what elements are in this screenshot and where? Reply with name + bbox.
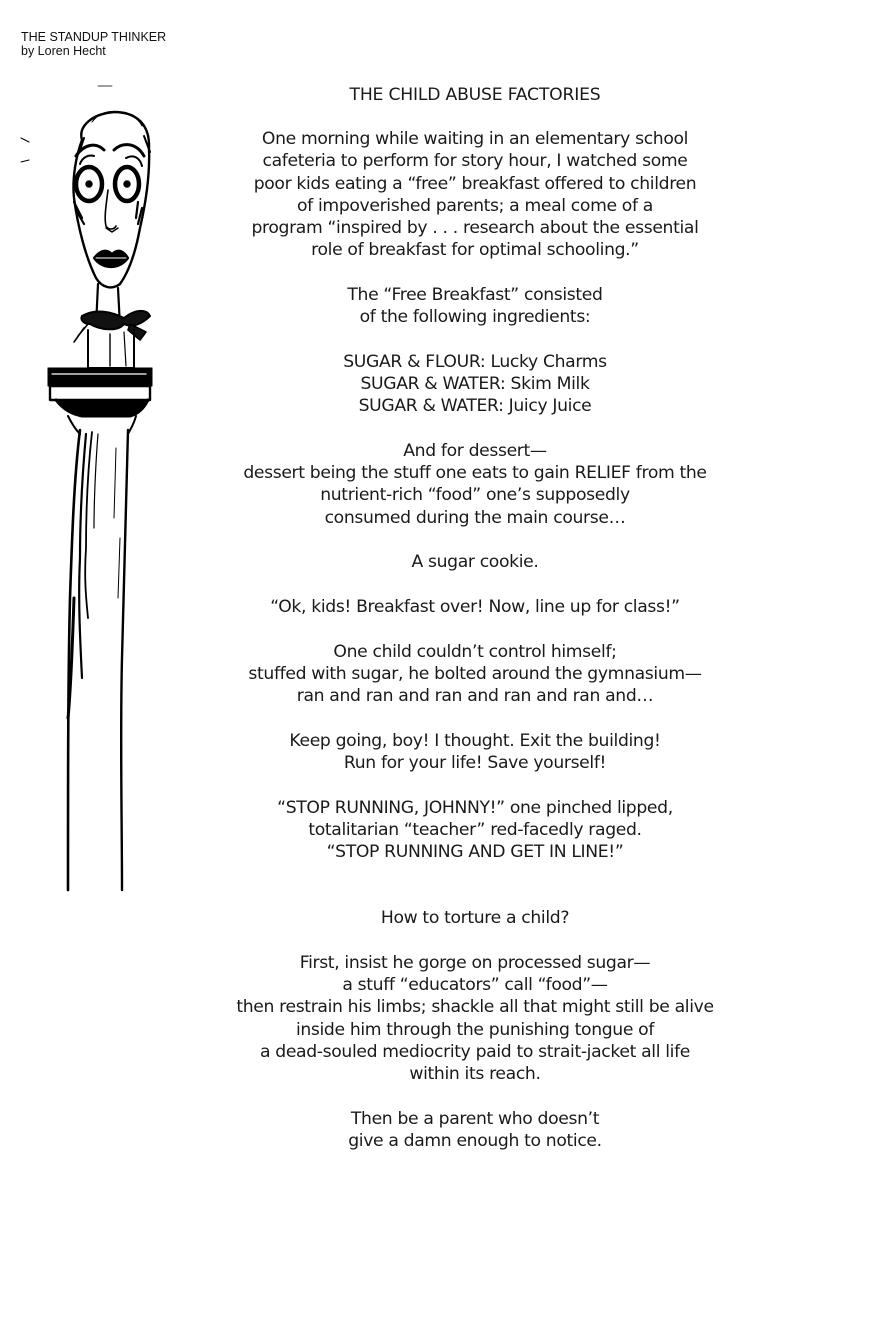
- poem-line: then restrain his limbs; shackle all that might still be alive: [236, 997, 714, 1018]
- poem-line: give a damn enough to notice.: [348, 1130, 602, 1151]
- poem-line: The “Free Breakfast” consisted: [347, 284, 603, 305]
- stanza-child-running: [214, 641, 736, 708]
- poem-line: role of breakfast for optimal schooling.”: [311, 240, 639, 261]
- poem-line: stuffed with sugar, he bolted around the gymnasium—: [248, 663, 702, 684]
- stanza-stop-running: [214, 797, 736, 864]
- poem-body: [214, 84, 736, 1175]
- poem-line: Keep going, boy! I thought. Exit the building!: [289, 730, 661, 751]
- poem-line: One morning while waiting in an elementary school: [261, 129, 689, 150]
- poem-line: dessert being the stuff one eats to gain RELIEF from the: [243, 463, 707, 484]
- stanza-line-up: [214, 596, 736, 618]
- poem-line: SUGAR & FLOUR: Lucky Charms: [343, 351, 607, 372]
- poem-line: How to torture a child?: [380, 908, 570, 929]
- poem-line: inside him through the punishing tongue of: [295, 1019, 655, 1040]
- stanza-first-insist: [214, 952, 736, 1085]
- poem-line: “STOP RUNNING, JOHNNY!” one pinched lipped,: [277, 797, 673, 818]
- poem-line: totalitarian “teacher” red-facedly raged.: [308, 819, 642, 840]
- poem-line: consumed during the main course…: [324, 507, 626, 528]
- column-figure-illustration: [12, 78, 162, 898]
- poem-line: A sugar cookie.: [411, 552, 539, 573]
- author-byline: by Loren Hecht: [21, 44, 106, 58]
- poem-line: ran and ran and ran and ran and ran and…: [296, 686, 654, 707]
- poem-line: “Ok, kids! Breakfast over! Now, line up for class!”: [270, 596, 680, 617]
- stanza-then-be-a-parent: [214, 1108, 736, 1152]
- poem-line: And for dessert—: [403, 440, 547, 461]
- poem-line: a stuff “educators” call “food”—: [342, 975, 608, 996]
- stanza-ingredients-intro: [214, 284, 736, 328]
- poem-line: One child couldn’t control himself;: [333, 641, 617, 662]
- poem-line: “STOP RUNNING AND GET IN LINE!”: [326, 842, 624, 863]
- poem-line: Run for your life! Save yourself!: [343, 752, 607, 773]
- poem-line: cafeteria to perform for story hour, I watched some: [262, 151, 688, 172]
- poem-line: of impoverished parents; a meal come of a: [297, 195, 653, 216]
- stanza-free-breakfast-intro: [214, 128, 736, 261]
- stanza-sugar-cookie: [214, 551, 736, 573]
- publication-title: THE STANDUP THINKER: [21, 30, 167, 44]
- poem-title: THE CHILD ABUSE FACTORIES: [349, 85, 601, 105]
- poem-line: First, insist he gorge on processed sugar—: [299, 952, 651, 973]
- poem-line: SUGAR & WATER: Skim Milk: [360, 374, 590, 395]
- document-header: [21, 30, 166, 58]
- poem-line: within its reach.: [409, 1064, 541, 1084]
- stanza-dessert: [214, 440, 736, 529]
- poem-line: poor kids eating a “free” breakfast offered to children: [253, 173, 697, 194]
- poem-line: a dead-souled mediocrity paid to strait-jacket all life: [259, 1041, 691, 1062]
- poem-line: of the following ingredients:: [359, 307, 591, 328]
- poem-line: Then be a parent who doesn’t: [350, 1108, 600, 1129]
- poem-line: nutrient-rich “food” one’s supposedly: [320, 485, 630, 506]
- stanza-keep-going: [214, 730, 736, 774]
- stanza-ingredients-list: [214, 351, 736, 418]
- poem-line: program “inspired by . . . research about the essential: [251, 218, 699, 239]
- stanza-how-to-torture: [214, 907, 736, 929]
- poem-line: SUGAR & WATER: Juicy Juice: [358, 396, 592, 417]
